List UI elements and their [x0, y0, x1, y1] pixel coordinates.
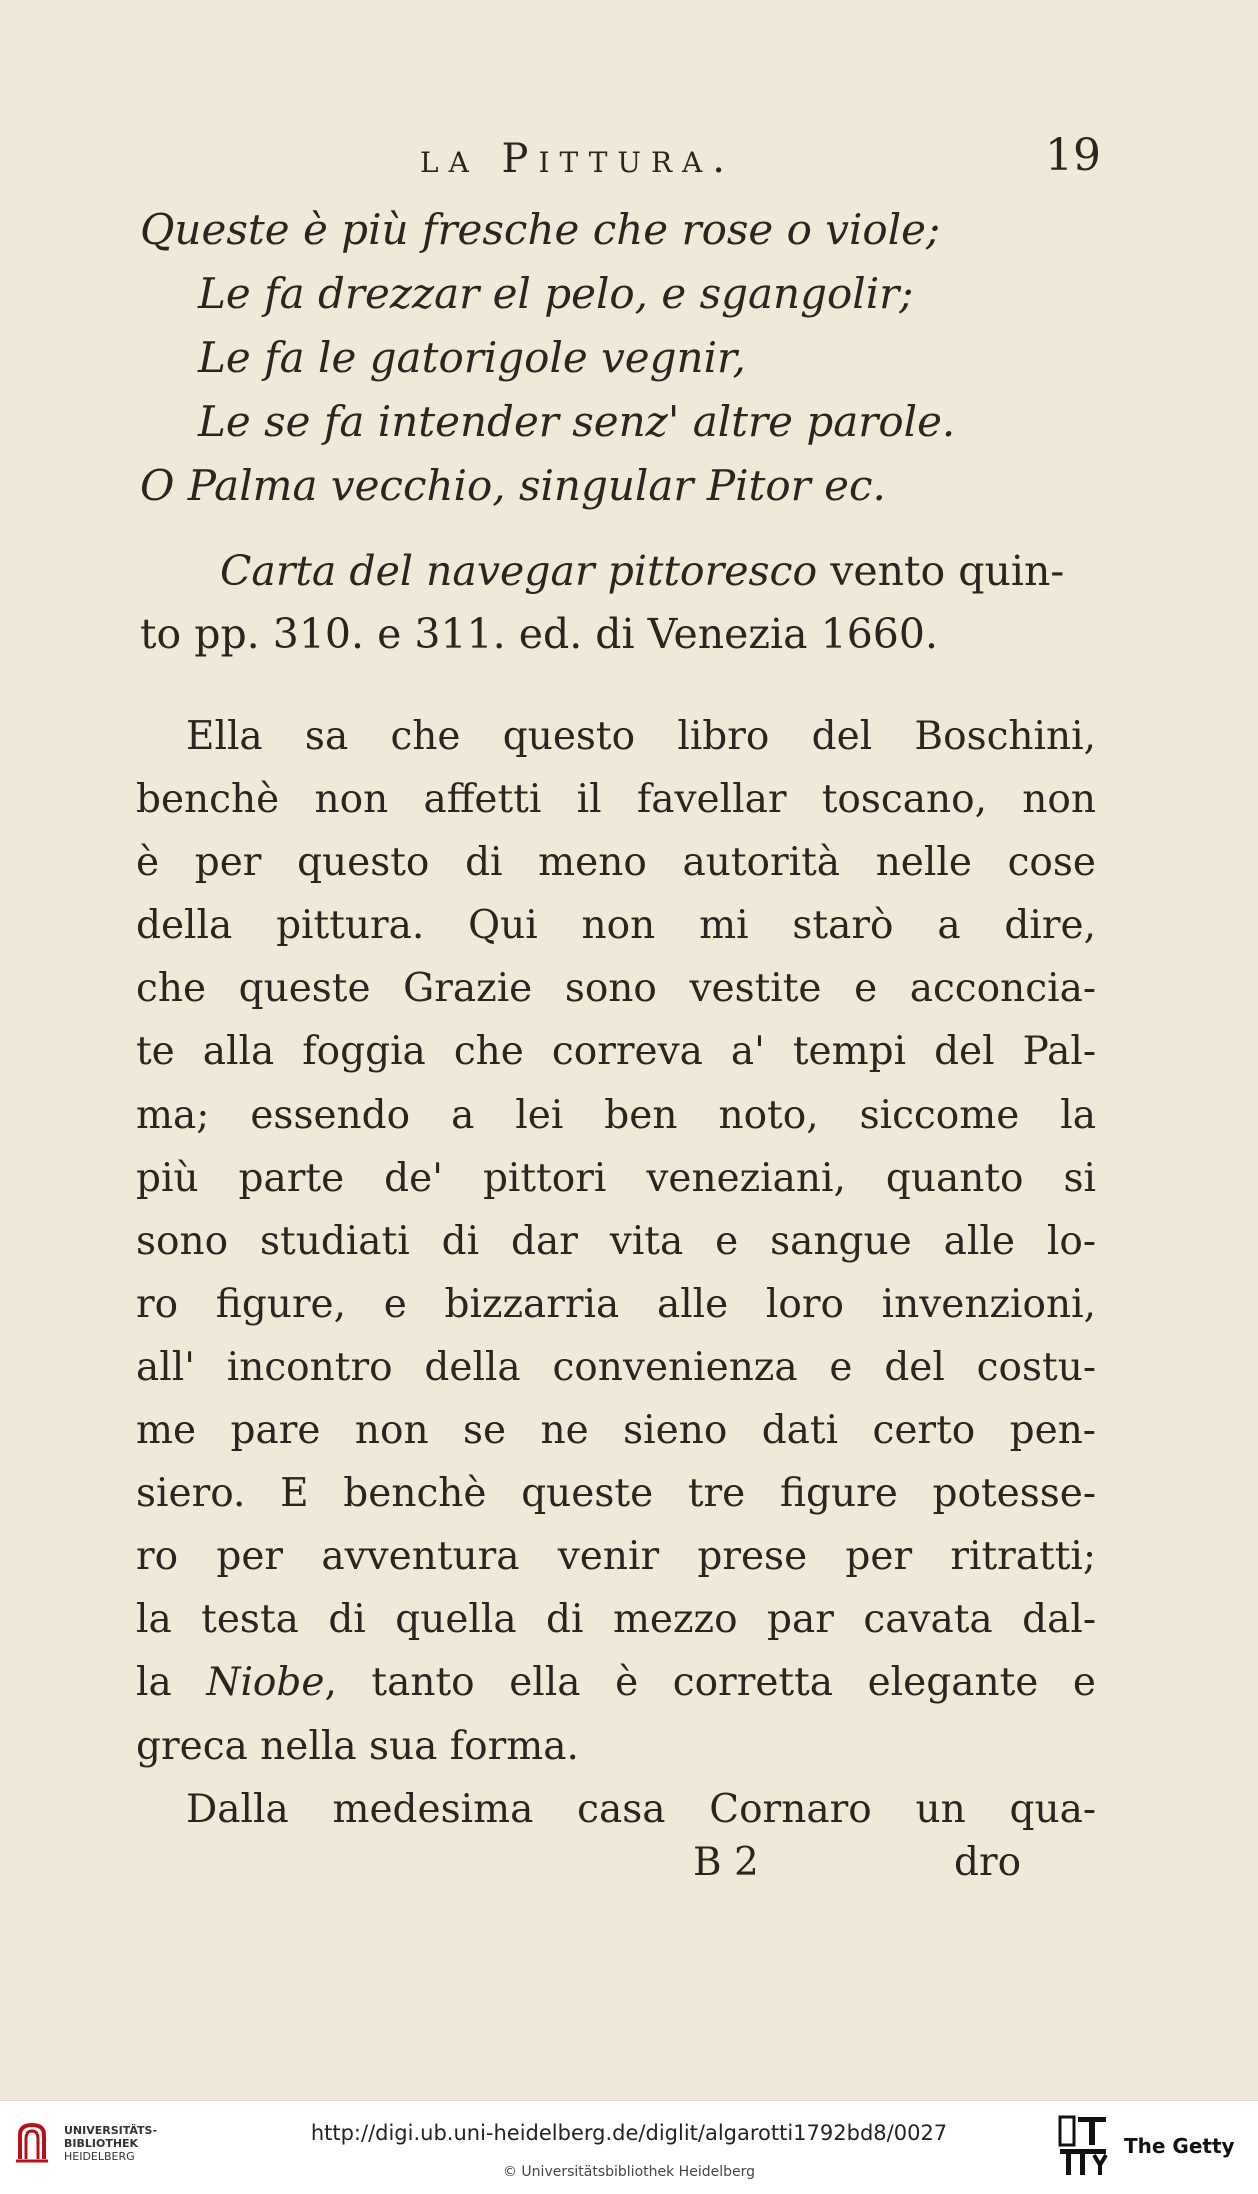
prose-line: che queste Grazie sono vestite e acconcia-	[136, 966, 1096, 1012]
prose-line: siero. E benchè queste tre figure potesse-	[136, 1471, 1096, 1517]
prose-line: la testa di quella di mezzo par cavata dal-	[136, 1597, 1096, 1643]
verse-line: Le fa drezzar el pelo, e sgangolir;	[198, 269, 914, 318]
prose-line: me pare non se ne sieno dati certo pen-	[136, 1408, 1096, 1454]
prose-line: della pittura. Qui non mi starò a dire,	[136, 903, 1096, 949]
catch-line	[0, 1840, 1258, 1900]
verse-line: Le se fa intender senz' altre parole.	[198, 397, 956, 446]
prose-block	[136, 705, 1096, 1841]
citation-rest: vento quin-	[817, 547, 1065, 595]
citation-title: Carta del navegar pittoresco	[220, 547, 818, 595]
niobe-post: , tanto ella è corretta elegante e	[324, 1660, 1096, 1706]
library-line-1: UNIVERSITÄTS-	[64, 2123, 158, 2137]
catchword: dro	[954, 1840, 1022, 1885]
citation	[140, 540, 1100, 666]
prose-line: all' incontro della convenienza e del costu-	[136, 1344, 1096, 1390]
running-title: la Pittura.	[420, 136, 735, 182]
prose-line: ma; essendo a lei ben noto, siccome la	[136, 1092, 1096, 1138]
verse-line: Le fa le gatorigole vegnir,	[198, 333, 746, 382]
getty-label: The Getty	[1124, 2134, 1235, 2158]
citation-line-2: to pp. 310. e 311. ed. di Venezia 1660.	[140, 610, 938, 658]
footer-bar	[0, 2100, 1258, 2194]
verse-block	[140, 198, 1120, 518]
prose-line: greca nella sua forma.	[136, 1723, 579, 1769]
prose-line: ro figure, e bizzarria alle loro invenzioni,	[136, 1281, 1096, 1327]
permalink-url[interactable]: http://digi.ub.uni-heidelberg.de/diglit/algarotti1792bd8/0027	[310, 2121, 948, 2145]
prose-line-niobe	[136, 1651, 1096, 1714]
signature-mark: B 2	[693, 1840, 759, 1885]
niobe-pre: la	[136, 1660, 207, 1706]
prose-line: ro per avventura venir prese per ritratti;	[136, 1534, 1096, 1580]
prose-line: benchè non affetti il favellar toscano, non	[136, 777, 1096, 823]
prose-line: è per questo di meno autorità nelle cose	[136, 840, 1096, 886]
copyright-notice: © Universitätsbibliothek Heidelberg	[502, 2164, 755, 2180]
prose-line: più parte de' pittori veneziani, quanto si	[136, 1155, 1096, 1201]
getty-mark-icon	[1058, 2115, 1108, 2177]
prose-line: Dalla medesima casa Cornaro un qua-	[186, 1786, 1096, 1832]
library-line-3: HEIDELBERG	[64, 2149, 135, 2163]
prose-line: sono studiati di dar vita e sangue alle lo-	[136, 1218, 1096, 1264]
getty-logo[interactable]	[1058, 2115, 1235, 2177]
prose-line: te alla foggia che correva a' tempi del Pal-	[136, 1029, 1096, 1075]
verse-line: O Palma vecchio, singular Pitor ec.	[140, 461, 886, 510]
prose-line: Ella sa che questo libro del Boschini,	[186, 714, 1096, 759]
page-header	[0, 130, 1258, 196]
niobe-italic: Niobe	[206, 1660, 325, 1706]
citation-line-1	[140, 540, 1100, 603]
page-number: 19	[1045, 130, 1101, 181]
verse-line: Queste è più fresche che rose o viole;	[140, 205, 941, 254]
library-line-2: BIBLIOTHEK	[64, 2136, 139, 2150]
